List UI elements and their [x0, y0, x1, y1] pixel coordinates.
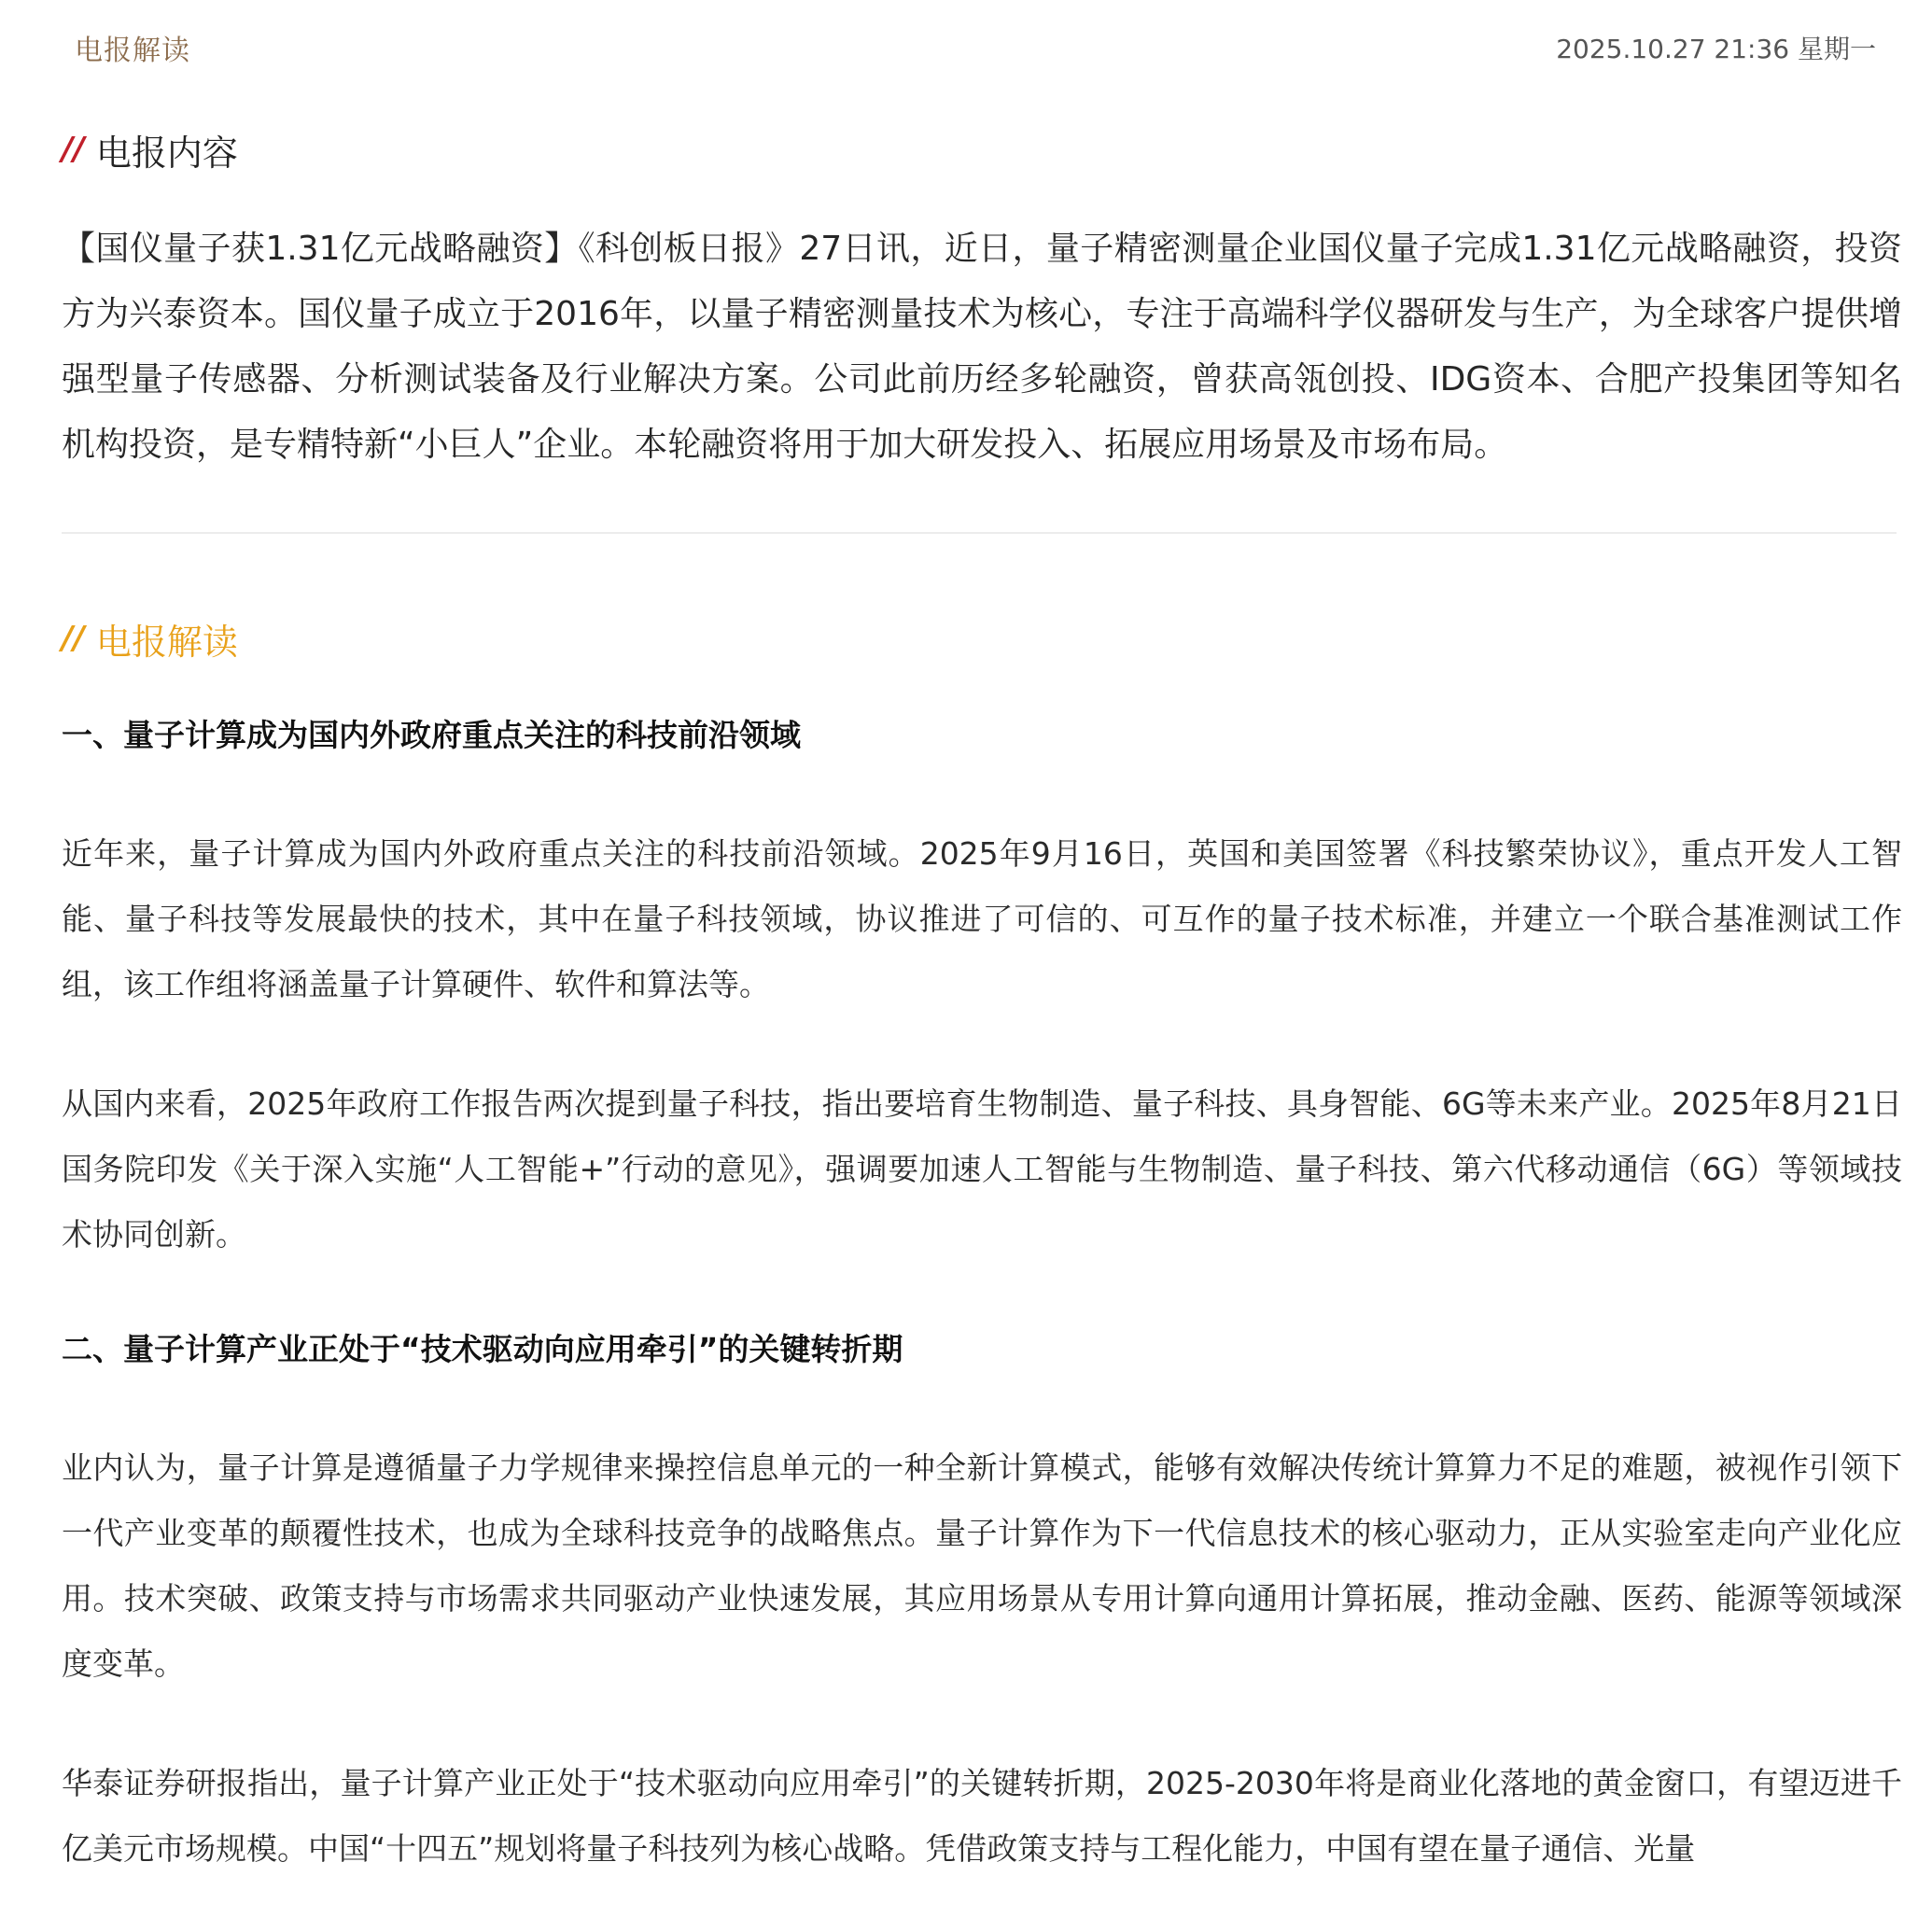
paragraph: 华泰证券研报指出，量子计算产业正处于“技术驱动向应用牵引”的关键转折期，2025-2030年将是商业化落地的黄金窗口，有望迈进千亿美元市场规模。中国“十四五”规划将量子科技列为核心战略。凭借政策支持与工程化能力，中国有望在量子通信、光量 — [62, 1765, 1902, 1867]
section-heading-content — [62, 119, 1902, 179]
slash-marker-icon: // — [62, 131, 85, 168]
section-title: 电报内容 — [95, 132, 238, 174]
paragraph: 近年来，量子计算成为国内外政府重点关注的科技前沿领域。2025年9月16日，英国和美国签署《科技繁荣协议》，重点开发人工智能、量子科技等发展最快的技术，其中在量子科技领域，协议推进了可信的、可互作的量子技术标准，并建立一个联合基准测试工作组，该工作组将涵盖量子计算硬件、软件和算法等。 — [62, 835, 1902, 1002]
section-title: 电报解读 — [95, 621, 238, 663]
slash-marker-icon: // — [62, 620, 85, 657]
telegraph-body: 【国仪量子获1.31亿元战略融资】《科创板日报》27日讯，近日，量子精密测量企业国仪量子完成1.31亿元战略融资，投资方为兴泰资本。国仪量子成立于2016年，以量子精密测量技术为核心，专注于高端科学仪器研发与生产，为全球客户提供增强型量子传感器、分析测试装备及行业解决方案。公司此前历经多轮融资，曾获高瓴创投、IDG资本、合肥产投集团等知名机构投资，是专精特新“小巨人”企业。本轮融资将用于加大研发投入、拓展应用场景及市场布局。 — [62, 230, 1902, 464]
top-bar — [75, 24, 1876, 71]
section-heading-analysis — [62, 609, 1902, 668]
article-content — [62, 119, 1902, 1882]
point-heading-2: 二、量子计算产业正处于“技术驱动向应用牵引”的关键转折期 — [62, 1331, 903, 1367]
publish-datetime: 2025.10.27 21:36 星期一 — [1556, 34, 1876, 64]
paragraph: 业内认为，量子计算是遵循量子力学规律来操控信息单元的一种全新计算模式，能够有效解决传统计算算力不足的难题，被视作引领下一代产业变革的颠覆性技术，也成为全球科技竞争的战略焦点。量子计算作为下一代信息技术的核心驱动力，正从实验室走向产业化应用。技术突破、政策支持与市场需求共同驱动产业快速发展，其应用场景从专用计算向通用计算拓展，推动金融、医药、能源等领域深度变革。 — [62, 1449, 1902, 1682]
section-divider — [62, 532, 1897, 534]
paragraph: 从国内来看，2025年政府工作报告两次提到量子科技，指出要培育生物制造、量子科技、具身智能、6G等未来产业。2025年8月21日国务院印发《关于深入实施“人工智能+”行动的意见》，强调要加速人工智能与生物制造、量子科技、第六代移动通信（6G）等领域技术协同创新。 — [62, 1085, 1902, 1253]
point-heading-1: 一、量子计算成为国内外政府重点关注的科技前沿领域 — [62, 717, 801, 753]
category-label[interactable]: 电报解读 — [75, 35, 190, 67]
